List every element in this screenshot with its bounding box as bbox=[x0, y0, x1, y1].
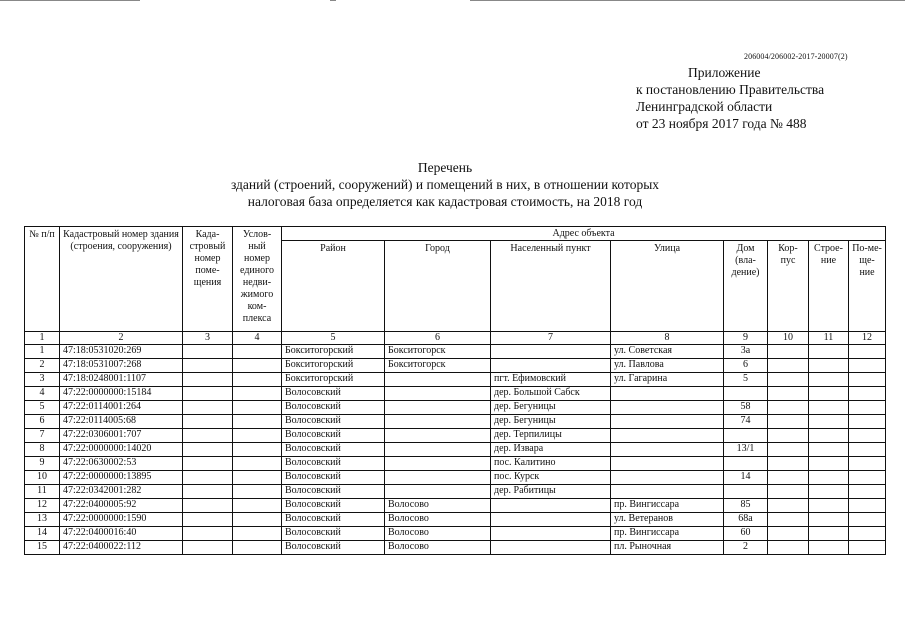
appendix-line-1: Приложение bbox=[688, 65, 761, 80]
structure-cell bbox=[809, 457, 849, 471]
header-conditional: Услов-ный номер единого недви-жимого ком-плекса bbox=[233, 227, 282, 332]
district-cell: Волосовский bbox=[282, 429, 385, 443]
settlement-cell: дер. Бегуницы bbox=[491, 401, 611, 415]
row-number-cell: 1 bbox=[25, 345, 60, 359]
structure-cell bbox=[809, 387, 849, 401]
room-number-cell bbox=[183, 345, 233, 359]
row-number-cell: 4 bbox=[25, 387, 60, 401]
premises-cell bbox=[849, 471, 886, 485]
street-cell bbox=[611, 401, 724, 415]
column-number: 2 bbox=[60, 332, 183, 345]
cadastral-number-cell: 47:22:0630002:53 bbox=[60, 457, 183, 471]
premises-cell bbox=[849, 485, 886, 499]
district-cell: Бокситогорский bbox=[282, 359, 385, 373]
structure-cell bbox=[809, 541, 849, 555]
building-cell bbox=[768, 499, 809, 513]
cadastral-number-cell: 47:18:0531007:268 bbox=[60, 359, 183, 373]
house-cell bbox=[724, 429, 768, 443]
structure-cell bbox=[809, 401, 849, 415]
structure-cell bbox=[809, 359, 849, 373]
city-cell bbox=[385, 401, 491, 415]
city-cell bbox=[385, 443, 491, 457]
room-number-cell bbox=[183, 485, 233, 499]
settlement-cell: дер. Извара bbox=[491, 443, 611, 457]
room-number-cell bbox=[183, 457, 233, 471]
scan-top-edge bbox=[0, 0, 905, 2]
street-cell: ул. Гагарина bbox=[611, 373, 724, 387]
conditional-number-cell bbox=[233, 457, 282, 471]
structure-cell bbox=[809, 345, 849, 359]
conditional-number-cell bbox=[233, 499, 282, 513]
street-cell: пл. Рыночная bbox=[611, 541, 724, 555]
house-cell: 58 bbox=[724, 401, 768, 415]
city-cell bbox=[385, 387, 491, 401]
cadastral-number-cell: 47:22:0306001:707 bbox=[60, 429, 183, 443]
structure-cell bbox=[809, 527, 849, 541]
district-cell: Бокситогорский bbox=[282, 345, 385, 359]
district-cell: Волосовский bbox=[282, 513, 385, 527]
house-cell bbox=[724, 485, 768, 499]
conditional-number-cell bbox=[233, 387, 282, 401]
street-cell: пр. Вингиссара bbox=[611, 527, 724, 541]
table-row bbox=[25, 429, 886, 443]
structure-cell bbox=[809, 513, 849, 527]
district-cell: Волосовский bbox=[282, 443, 385, 457]
district-cell: Бокситогорский bbox=[282, 373, 385, 387]
premises-cell bbox=[849, 499, 886, 513]
header-city: Город bbox=[385, 241, 491, 332]
building-cell bbox=[768, 541, 809, 555]
table-row bbox=[25, 457, 886, 471]
header-address: Адрес объекта bbox=[282, 227, 886, 241]
row-number-cell: 7 bbox=[25, 429, 60, 443]
conditional-number-cell bbox=[233, 401, 282, 415]
room-number-cell bbox=[183, 415, 233, 429]
cadastral-number-cell: 47:22:0000000:1590 bbox=[60, 513, 183, 527]
structure-cell bbox=[809, 471, 849, 485]
cadastral-number-cell: 47:22:0342001:282 bbox=[60, 485, 183, 499]
premises-cell bbox=[849, 457, 886, 471]
street-cell bbox=[611, 429, 724, 443]
room-number-cell bbox=[183, 443, 233, 457]
house-cell: 85 bbox=[724, 499, 768, 513]
building-cell bbox=[768, 429, 809, 443]
district-cell: Волосовский bbox=[282, 541, 385, 555]
header-num: № п/п bbox=[25, 227, 60, 332]
row-number-cell: 14 bbox=[25, 527, 60, 541]
building-cell bbox=[768, 359, 809, 373]
conditional-number-cell bbox=[233, 443, 282, 457]
appendix-line-2: к постановлению Правительства bbox=[636, 82, 825, 97]
cadastral-number-cell: 47:22:0114001:264 bbox=[60, 401, 183, 415]
building-cell bbox=[768, 345, 809, 359]
building-cell bbox=[768, 457, 809, 471]
settlement-cell: пос. Курск bbox=[491, 471, 611, 485]
premises-cell bbox=[849, 373, 886, 387]
appendix-block bbox=[636, 64, 824, 132]
title-line-1: Перечень bbox=[417, 160, 473, 175]
cadastral-number-cell: 47:22:0400005:92 bbox=[60, 499, 183, 513]
city-cell bbox=[385, 429, 491, 443]
district-cell: Волосовский bbox=[282, 485, 385, 499]
house-cell: 60 bbox=[724, 527, 768, 541]
header-house: Дом (вла-дение) bbox=[724, 241, 768, 332]
structure-cell bbox=[809, 443, 849, 457]
street-cell bbox=[611, 485, 724, 499]
premises-cell bbox=[849, 359, 886, 373]
settlement-cell: дер. Терпилицы bbox=[491, 429, 611, 443]
row-number-cell: 6 bbox=[25, 415, 60, 429]
house-cell: 3а bbox=[724, 345, 768, 359]
structure-cell bbox=[809, 499, 849, 513]
cadastral-number-cell: 47:22:0000000:15184 bbox=[60, 387, 183, 401]
building-cell bbox=[768, 387, 809, 401]
appendix-line-3: Ленинградской области bbox=[636, 99, 773, 114]
column-number: 12 bbox=[849, 332, 886, 345]
street-cell: пр. Вингиссара bbox=[611, 499, 724, 513]
row-number-cell: 2 bbox=[25, 359, 60, 373]
cadastral-number-cell: 47:18:0248001:1107 bbox=[60, 373, 183, 387]
table-row bbox=[25, 527, 886, 541]
conditional-number-cell bbox=[233, 429, 282, 443]
settlement-cell bbox=[491, 499, 611, 513]
buildings-table bbox=[24, 226, 886, 555]
header-cadastral: Кадастровый номер здания (строения, сооружения) bbox=[60, 227, 183, 332]
house-cell: 6 bbox=[724, 359, 768, 373]
building-cell bbox=[768, 373, 809, 387]
column-number: 11 bbox=[809, 332, 849, 345]
city-cell: Волосово bbox=[385, 541, 491, 555]
building-cell bbox=[768, 513, 809, 527]
header-street: Улица bbox=[611, 241, 724, 332]
header-building: Кор-пус bbox=[768, 241, 809, 332]
header-structure: Строе-ние bbox=[809, 241, 849, 332]
street-cell: ул. Павлова bbox=[611, 359, 724, 373]
house-cell: 5 bbox=[724, 373, 768, 387]
premises-cell bbox=[849, 387, 886, 401]
row-number-cell: 11 bbox=[25, 485, 60, 499]
row-number-cell: 10 bbox=[25, 471, 60, 485]
conditional-number-cell bbox=[233, 415, 282, 429]
building-cell bbox=[768, 527, 809, 541]
street-cell: ул. Советская bbox=[611, 345, 724, 359]
row-number-cell: 5 bbox=[25, 401, 60, 415]
cadastral-number-cell: 47:22:0000000:14020 bbox=[60, 443, 183, 457]
room-number-cell bbox=[183, 387, 233, 401]
table-row bbox=[25, 373, 886, 387]
city-cell bbox=[385, 485, 491, 499]
table-row bbox=[25, 485, 886, 499]
street-cell bbox=[611, 443, 724, 457]
premises-cell bbox=[849, 541, 886, 555]
room-number-cell bbox=[183, 527, 233, 541]
table-row bbox=[25, 443, 886, 457]
district-cell: Волосовский bbox=[282, 387, 385, 401]
column-numbers-row bbox=[25, 332, 886, 345]
district-cell: Волосовский bbox=[282, 401, 385, 415]
cadastral-number-cell: 47:22:0000000:13895 bbox=[60, 471, 183, 485]
structure-cell bbox=[809, 373, 849, 387]
house-cell: 68а bbox=[724, 513, 768, 527]
premises-cell bbox=[849, 443, 886, 457]
city-cell: Волосово bbox=[385, 499, 491, 513]
city-cell bbox=[385, 415, 491, 429]
building-cell bbox=[768, 443, 809, 457]
column-number: 3 bbox=[183, 332, 233, 345]
room-number-cell bbox=[183, 401, 233, 415]
building-cell bbox=[768, 401, 809, 415]
house-cell: 14 bbox=[724, 471, 768, 485]
settlement-cell bbox=[491, 359, 611, 373]
table-row bbox=[25, 387, 886, 401]
row-number-cell: 15 bbox=[25, 541, 60, 555]
cadastral-number-cell: 47:18:0531020:269 bbox=[60, 345, 183, 359]
room-number-cell bbox=[183, 429, 233, 443]
column-number: 8 bbox=[611, 332, 724, 345]
settlement-cell bbox=[491, 541, 611, 555]
conditional-number-cell bbox=[233, 471, 282, 485]
city-cell bbox=[385, 457, 491, 471]
city-cell bbox=[385, 471, 491, 485]
room-number-cell bbox=[183, 373, 233, 387]
table-row bbox=[25, 415, 886, 429]
conditional-number-cell bbox=[233, 541, 282, 555]
structure-cell bbox=[809, 485, 849, 499]
table-row bbox=[25, 345, 886, 359]
appendix-line-4: от 23 ноября 2017 года № 488 bbox=[636, 116, 807, 131]
premises-cell bbox=[849, 415, 886, 429]
column-number: 7 bbox=[491, 332, 611, 345]
room-number-cell bbox=[183, 541, 233, 555]
document-number: 206004/206002-2017-20007(2) bbox=[744, 52, 848, 61]
document-title bbox=[150, 159, 740, 210]
street-cell: ул. Ветеранов bbox=[611, 513, 724, 527]
table-row bbox=[25, 541, 886, 555]
city-cell bbox=[385, 373, 491, 387]
premises-cell bbox=[849, 513, 886, 527]
building-cell bbox=[768, 485, 809, 499]
table-row bbox=[25, 513, 886, 527]
settlement-cell: пос. Калитино bbox=[491, 457, 611, 471]
column-number: 9 bbox=[724, 332, 768, 345]
conditional-number-cell bbox=[233, 345, 282, 359]
table-row bbox=[25, 499, 886, 513]
district-cell: Волосовский bbox=[282, 527, 385, 541]
structure-cell bbox=[809, 415, 849, 429]
settlement-cell: пгт. Ефимовский bbox=[491, 373, 611, 387]
settlement-cell: дер. Бегуницы bbox=[491, 415, 611, 429]
city-cell: Волосово bbox=[385, 513, 491, 527]
column-number: 10 bbox=[768, 332, 809, 345]
settlement-cell bbox=[491, 345, 611, 359]
row-number-cell: 9 bbox=[25, 457, 60, 471]
row-number-cell: 8 bbox=[25, 443, 60, 457]
street-cell bbox=[611, 415, 724, 429]
room-number-cell bbox=[183, 359, 233, 373]
header-premises: По-ме-ще-ние bbox=[849, 241, 886, 332]
settlement-cell bbox=[491, 513, 611, 527]
column-number: 5 bbox=[282, 332, 385, 345]
row-number-cell: 13 bbox=[25, 513, 60, 527]
header-room: Када-стровый номер поме-щения bbox=[183, 227, 233, 332]
district-cell: Волосовский bbox=[282, 499, 385, 513]
house-cell bbox=[724, 387, 768, 401]
settlement-cell bbox=[491, 527, 611, 541]
district-cell: Волосовский bbox=[282, 415, 385, 429]
cadastral-number-cell: 47:22:0400016:40 bbox=[60, 527, 183, 541]
settlement-cell: дер. Большой Сабск bbox=[491, 387, 611, 401]
column-number: 1 bbox=[25, 332, 60, 345]
header-settlement: Населенный пункт bbox=[491, 241, 611, 332]
room-number-cell bbox=[183, 513, 233, 527]
city-cell: Бокситогорск bbox=[385, 359, 491, 373]
city-cell: Бокситогорск bbox=[385, 345, 491, 359]
header-district: Район bbox=[282, 241, 385, 332]
house-cell: 74 bbox=[724, 415, 768, 429]
settlement-cell: дер. Рабитицы bbox=[491, 485, 611, 499]
conditional-number-cell bbox=[233, 485, 282, 499]
cadastral-number-cell: 47:22:0400022:112 bbox=[60, 541, 183, 555]
city-cell: Волосово bbox=[385, 527, 491, 541]
street-cell bbox=[611, 387, 724, 401]
cadastral-number-cell: 47:22:0114005:68 bbox=[60, 415, 183, 429]
building-cell bbox=[768, 415, 809, 429]
premises-cell bbox=[849, 345, 886, 359]
premises-cell bbox=[849, 401, 886, 415]
row-number-cell: 3 bbox=[25, 373, 60, 387]
house-cell bbox=[724, 457, 768, 471]
conditional-number-cell bbox=[233, 373, 282, 387]
structure-cell bbox=[809, 429, 849, 443]
street-cell bbox=[611, 471, 724, 485]
conditional-number-cell bbox=[233, 527, 282, 541]
title-line-2: зданий (строений, сооружений) и помещений в них, в отношении которых bbox=[230, 177, 660, 192]
house-cell: 2 bbox=[724, 541, 768, 555]
conditional-number-cell bbox=[233, 513, 282, 527]
house-cell: 13/1 bbox=[724, 443, 768, 457]
premises-cell bbox=[849, 527, 886, 541]
column-number: 6 bbox=[385, 332, 491, 345]
premises-cell bbox=[849, 429, 886, 443]
district-cell: Волосовский bbox=[282, 471, 385, 485]
room-number-cell bbox=[183, 499, 233, 513]
room-number-cell bbox=[183, 471, 233, 485]
street-cell bbox=[611, 457, 724, 471]
row-number-cell: 12 bbox=[25, 499, 60, 513]
conditional-number-cell bbox=[233, 359, 282, 373]
title-line-3: налоговая база определяется как кадастровая стоимость, на 2018 год bbox=[247, 194, 643, 209]
table-row bbox=[25, 401, 886, 415]
table-row bbox=[25, 359, 886, 373]
column-number: 4 bbox=[233, 332, 282, 345]
district-cell: Волосовский bbox=[282, 457, 385, 471]
building-cell bbox=[768, 471, 809, 485]
table-row bbox=[25, 471, 886, 485]
